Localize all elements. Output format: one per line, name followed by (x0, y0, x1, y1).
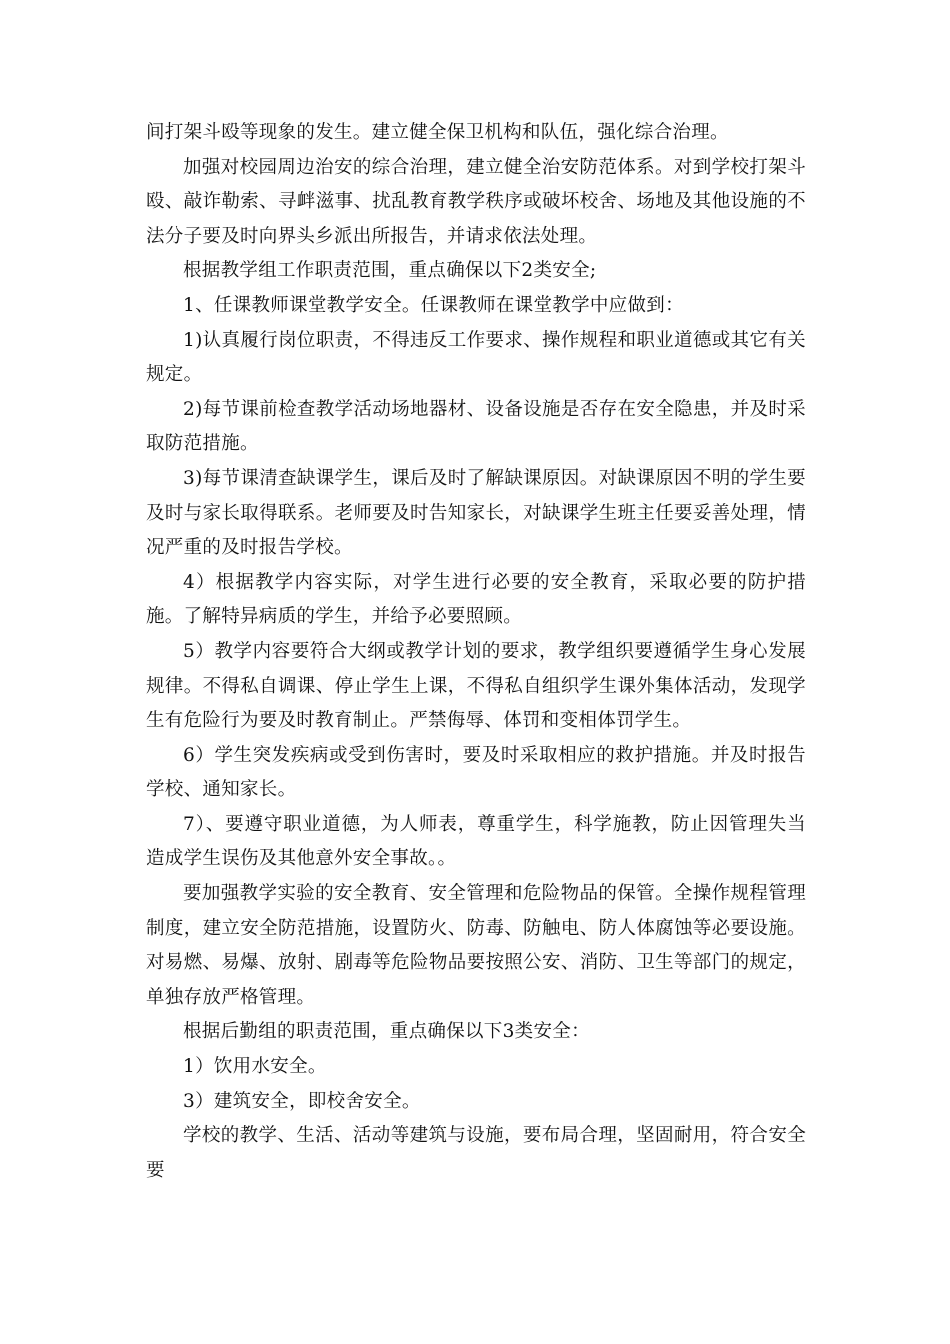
paragraph: 1)认真履行岗位职责，不得违反工作要求、操作规程和职业道德或其它有关规定。 (146, 329, 806, 386)
paragraph: 1、任课教师课堂教学安全。任课教师在课堂教学中应做到： (183, 294, 684, 316)
paragraph: 3)每节课清查缺课学生，课后及时了解缺课原因。对缺课原因不明的学生要及时与家长取得联系。老师要及时告知家长，对缺课学生班主任要妥善处理，情况严重的及时报告学校。 (146, 467, 806, 559)
paragraph: 6）学生突发疾病或受到伤害时，要及时采取相应的救护措施。并及时报告学校、通知家长。 (146, 744, 806, 801)
paragraph: 4）根据教学内容实际，对学生进行必要的安全教育，采取必要的防护措施。了解特异病质的学生，并给予必要照顾。 (146, 571, 806, 628)
paragraph: 学校的教学、生活、活动等建筑与设施，要布局合理，坚固耐用，符合安全要 (146, 1125, 806, 1181)
paragraph: 根据教学组工作职责范围，重点确保以下2类安全; (183, 260, 597, 282)
paragraph: 3）建筑安全，即校舍安全。 (183, 1090, 421, 1112)
paragraph: 要加强教学实验的安全教育、安全管理和危险物品的保管。全操作规程管理制度，建立安全防范措施，设置防火、防毒、防触电、防人体腐蚀等必要设施。对易燃、易爆、放射、剧毒等危险物品要按照公安、消防、卫生等部门的规定，单独存放严格管理。 (146, 883, 806, 1008)
paragraph: 间打架斗殴等现象的发生。建立健全保卫机构和队伍，强化综合治理。 (146, 122, 729, 143)
paragraph: 根据后勤组的职责范围，重点确保以下3类安全： (183, 1021, 590, 1043)
document-body (146, 116, 806, 1188)
paragraph: 5）教学内容要符合大纲或教学计划的要求，教学组织要遵循学生身心发展规律。不得私自调课、停止学生上课，不得私自组织学生课外集体活动，发现学生有危险行为要及时教育制止。严禁侮辱、体罚和变相体罚学生。 (146, 640, 806, 732)
paragraph: 7）、要遵守职业道德，为人师表，尊重学生，科学施教，防止因管理失当造成学生误伤及其他意外安全事故。。 (146, 813, 806, 870)
paragraph: 1）饮用水安全。 (183, 1056, 327, 1078)
paragraph: 加强对校园周边治安的综合治理，建立健全治安防范体系。对到学校打架斗殴、敲诈勒索、寻衅滋事、扰乱教育教学秩序或破坏校舍、场地及其他设施的不法分子要及时向界头乡派出所报告，并请求依法处理。 (146, 156, 806, 247)
paragraph: 2)每节课前检查教学活动场地器材、设备设施是否存在安全隐患，并及时采取防范措施。 (146, 398, 806, 455)
